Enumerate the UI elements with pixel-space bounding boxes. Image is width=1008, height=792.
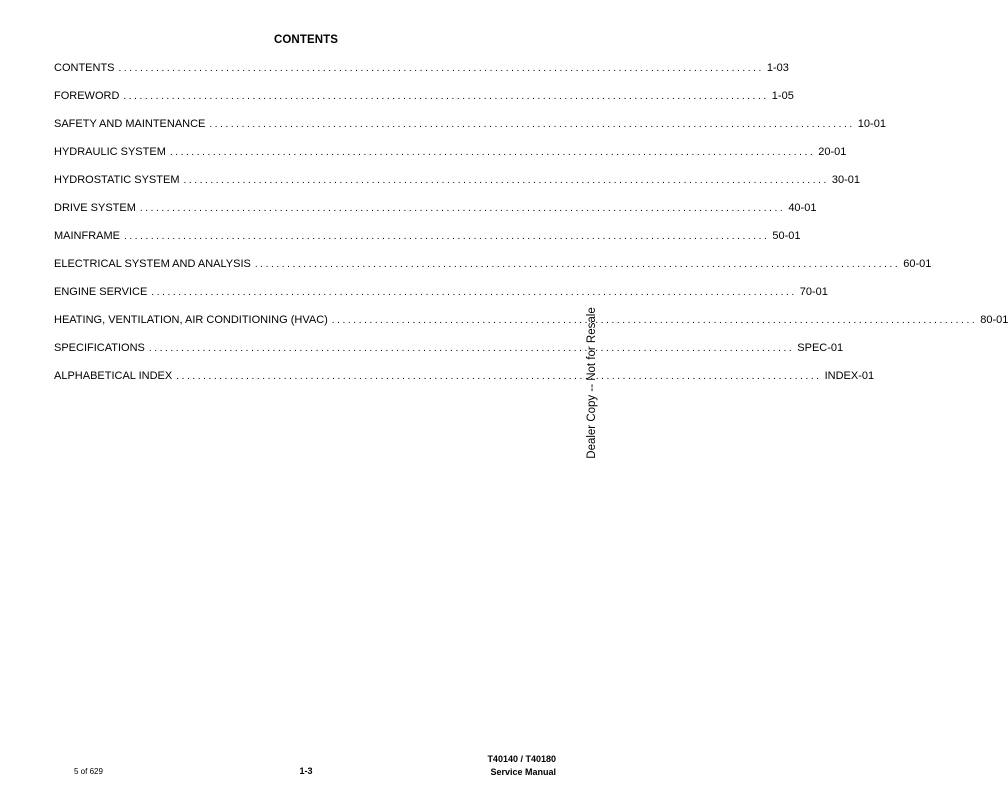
toc-entry-page: 70-01 <box>799 286 828 298</box>
toc-entry-label: ALPHABETICAL INDEX <box>54 370 173 382</box>
dot-leader: ........................................................................................................................ <box>183 175 829 186</box>
dot-leader: ........................................................................................................................ <box>254 259 901 270</box>
toc-entry-label: HYDROSTATIC SYSTEM <box>54 174 180 186</box>
toc-entry-mainframe[interactable] <box>54 230 801 258</box>
toc-entry-label: SAFETY AND MAINTENANCE <box>54 118 206 130</box>
toc-entry-contents[interactable] <box>54 62 789 90</box>
toc-entry-page: 60-01 <box>903 258 932 270</box>
toc-entry-label: SPECIFICATIONS <box>54 342 145 354</box>
dot-leader: ........................................................................................................................ <box>169 147 816 158</box>
dot-leader: ........................................................................................................................ <box>123 91 769 102</box>
dot-leader: ........................................................................................................................ <box>139 203 786 214</box>
toc-entry-foreword[interactable] <box>54 90 794 118</box>
toc-entry-label: MAINFRAME <box>54 230 120 242</box>
dot-leader: ........................................................................................................................ <box>118 63 764 74</box>
watermark-text: Dealer Copy -- Not for Resale <box>586 307 598 459</box>
dot-leader: ........................................................................................................................ <box>176 371 822 382</box>
toc-entry-safety-and-maintenance[interactable] <box>54 118 886 146</box>
toc-entry-page: 80-01 <box>980 314 1008 326</box>
toc-entry-drive-system[interactable] <box>54 202 817 230</box>
footer-page-number: 1-3 <box>299 766 313 776</box>
toc-entry-page: 20-01 <box>818 146 847 158</box>
toc-entry-label: DRIVE SYSTEM <box>54 202 136 214</box>
toc-entry-page: 1-03 <box>766 62 789 74</box>
toc-entry-label: CONTENTS <box>54 62 115 74</box>
toc-entry-page: SPEC-01 <box>797 342 844 354</box>
dot-leader: ........................................................................................................................ <box>209 119 855 130</box>
toc-entry-engine-service[interactable] <box>54 286 828 314</box>
dot-leader: ........................................................................................................................ <box>151 287 797 298</box>
watermark <box>585 307 600 459</box>
toc-entry-specifications[interactable] <box>54 342 844 370</box>
toc-entry-label: FOREWORD <box>54 90 120 102</box>
page-title: CONTENTS <box>273 34 339 46</box>
toc-entry-page: INDEX-01 <box>824 370 875 382</box>
footer-manual-title: Service Manual <box>490 767 556 777</box>
toc-entry-label: HEATING, VENTILATION, AIR CONDITIONING (HVAC) <box>54 314 328 326</box>
toc-entry-page: 40-01 <box>788 202 817 214</box>
toc-entry-label: ENGINE SERVICE <box>54 286 148 298</box>
dot-leader: ........................................................................................................................ <box>331 315 978 326</box>
dot-leader: ........................................................................................................................ <box>148 343 795 354</box>
toc-entry-electrical-system[interactable] <box>54 258 932 286</box>
toc-entry-page: 1-05 <box>771 90 794 102</box>
toc-entry-page: 50-01 <box>772 230 801 242</box>
toc-entry-label: ELECTRICAL SYSTEM AND ANALYSIS <box>54 258 251 270</box>
footer-manual-info <box>487 753 556 779</box>
toc-entry-hydraulic-system[interactable] <box>54 146 847 174</box>
toc-entry-page: 30-01 <box>831 174 861 186</box>
footer-model: T40140 / T40180 <box>487 754 556 764</box>
toc-entry-label: HYDRAULIC SYSTEM <box>54 146 166 158</box>
toc-entry-hydrostatic-system[interactable] <box>54 174 861 202</box>
toc-entry-alphabetical-index[interactable] <box>54 370 875 398</box>
toc-entry-hvac[interactable] <box>54 314 1008 342</box>
toc-entry-page: 10-01 <box>857 118 886 130</box>
dot-leader: ........................................................................................................................ <box>124 231 770 242</box>
footer-page-count: 5 of 629 <box>74 767 103 776</box>
